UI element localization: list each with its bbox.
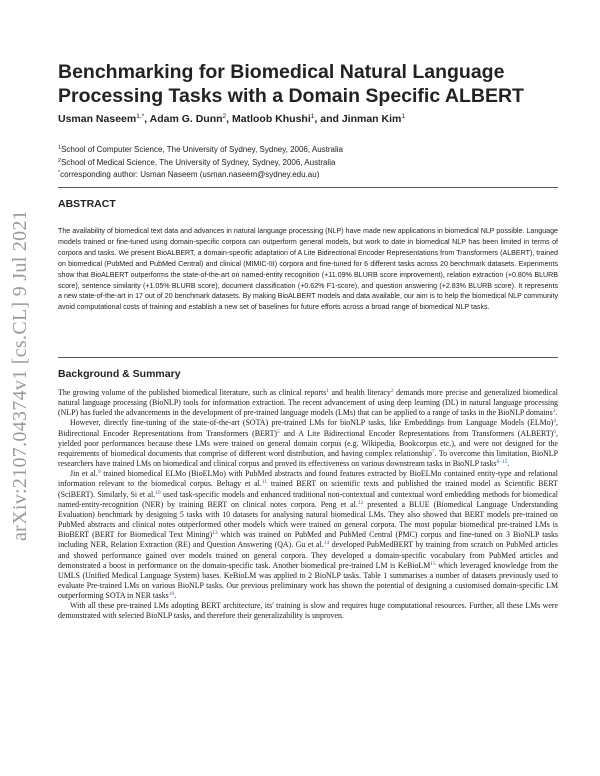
body-text: , Bidirectional Encoder Representations from Transformers (BERT) bbox=[58, 418, 558, 438]
affiliation-line bbox=[58, 156, 558, 169]
section-body bbox=[58, 388, 558, 622]
citation-link[interactable]: 1 bbox=[326, 388, 330, 394]
affiliation-line bbox=[58, 168, 558, 181]
citation-link[interactable]: 15 bbox=[430, 560, 436, 567]
body-text: . bbox=[174, 591, 177, 601]
affiliation-text: School of Medical Science, The University of Sydney, Sydney, 2006, Australia bbox=[61, 157, 336, 167]
author-separator: , and bbox=[314, 113, 342, 125]
citation-link[interactable]: 16 bbox=[168, 591, 175, 598]
body-text: trained BERT on scientific texts and published the trained model as Scientific BERT (SciBERT). Similarly, Si et al. bbox=[58, 479, 558, 499]
body-paragraph bbox=[58, 418, 558, 469]
body-text: , yielded poor performances because these LMs were trained on general domain corpus (e.g. Wikipedia, Bookcorpus etc.), and were not designed for the requirements of biomedical documents that comprise of different word distribution, and having complex relationship bbox=[58, 428, 558, 458]
affiliation-mark: 2 bbox=[58, 157, 62, 164]
author-affiliation-mark: 2 bbox=[222, 113, 227, 120]
author-separator: , bbox=[144, 113, 150, 125]
author-affiliation-mark: 1,* bbox=[136, 113, 145, 120]
body-paragraph bbox=[58, 601, 558, 621]
abstract-text: The availability of biomedical text data and advances in natural language processing (NLP) have made new applications in biomedical NLP possible. Language models trained or fine-tuned using domain-specific corpora can outperform general models, but work to date in biomedical NLP has been limited in terms of corpora and tasks. We present BioALBERT, a domain-specific adaptation of A Lite Bidirectional Encoder Representations from Transformers (ALBERT), trained on biomedical (PubMed and PubMed Central) and clinical (MIMIC-III) corpora and fine-tuned for 6 different tasks across 20 benchmark datasets. Experiments show that BioALBERT outperforms the state-of-the-art on named-entity recognition (+11.09% BLURB score improvement), relation extraction (+0.80% BLURB score), sentence similarity (+1.05% BLURB score), document classification (+0.62% F1-score), and question answering (+2.83% BLURB score). It represents a new state-of-the-art in 17 out of 20 benchmark datasets. By making BioALBERT models and data available, our aim is to help the biomedical NLP community avoid computational costs of training and establish a new set of baselines for future efforts across a broad range of biomedical NLP tasks. bbox=[58, 227, 558, 312]
citation-link[interactable]: 6 bbox=[553, 428, 557, 435]
body-text: With all these pre-trained LMs adopting BERT architecture, its' training is slow and requires huge computational resources. Further, all these LMs were demonstrated with selected BioNLP tasks, and therefore their generalizability is unproven. bbox=[58, 601, 558, 621]
citation-link[interactable]: 4 bbox=[553, 418, 557, 425]
body-text: However, directly fine-tuning of the state-of-the-art (SOTA) pre-trained LMs for bioNLP tasks, like Embeddings from Language Models (ELMo) bbox=[70, 418, 554, 428]
author-list bbox=[58, 113, 558, 125]
body-text: demands more precise and generalized biomedical natural language processing (BioNLP) tools for information extraction. The recent advancement of using deep learning (DL) in natural language processing (NLP) has fueled the advancements in the development of pre-trained language models (LMs) that can be applied to a range of tasks in the BioNLP domains bbox=[58, 388, 559, 418]
citation-link[interactable]: 5 bbox=[277, 428, 280, 435]
body-text: The growing volume of the published biomedical literature, such as clinical reports bbox=[58, 388, 327, 397]
affiliation-text: corresponding author: Usman Naseem (usman.naseem@sydney.edu.au) bbox=[60, 170, 320, 179]
citation-link[interactable]: 14 bbox=[323, 540, 330, 547]
abstract-heading: ABSTRACT bbox=[58, 198, 116, 210]
citation-link[interactable]: 10 bbox=[155, 489, 161, 496]
citation-link[interactable]: 2 bbox=[390, 388, 394, 394]
citation-link[interactable]: 13 bbox=[212, 530, 218, 537]
body-text: trained biomedical ELMo (BioELMo) with PubMed abstracts and found features extracted by BioELMo contained entity-type and relational information relevant to the biomedical corpus. Beltagy et al. bbox=[58, 469, 559, 489]
affiliation-list bbox=[58, 143, 558, 181]
divider-bottom bbox=[58, 357, 558, 358]
author-name: Jinman Kim bbox=[341, 113, 402, 125]
author-name: Usman Naseem bbox=[58, 113, 137, 125]
affiliation-line bbox=[58, 143, 558, 156]
body-paragraph bbox=[58, 469, 558, 601]
affiliation-text: School of Computer Science, The University of Sydney, Sydney, 2006, Australia bbox=[61, 145, 343, 154]
body-text: which leveraged knowledge from the UMLS (Unified Medical Language System) bases. KeBioLM was applied to 2 BioNLP tasks. Table 1 summarises a number of datasets previously used to evaluate Pre-trained LMs on various BioNLP tasks. Our previous preliminary work has shown the potential of designing a customised domain-specific LM outperforming SOTA in NER tasks bbox=[58, 560, 558, 601]
body-text: . bbox=[507, 459, 510, 469]
body-text: presented a BLUE (Biomedical Language Understanding Evaluation) benchmark by designing 5 tasks with 10 datasets for analysing natural biomedical LMs. They also showed that BERT models pre-trained on PubMed abstracts and clinical notes outperformed other models which were trained on general corpora. The most popular biomedical pre-trained LMs is BioBERT (BERT for Biomedical Text Mining) bbox=[58, 499, 559, 540]
body-text: Jin et al. bbox=[70, 469, 98, 479]
author-name: Adam G. Dunn bbox=[149, 113, 223, 125]
citation-link[interactable]: 12 bbox=[357, 499, 364, 506]
body-text: . bbox=[555, 408, 558, 418]
affiliation-mark: 1 bbox=[58, 145, 62, 151]
body-text: which was trained on PubMed and PubMed Central (PMC) corpus and fine-tuned on 3 BioNLP tasks including NER, Relation Extraction (RE) and Question Answering (QA). Gu et al. bbox=[58, 530, 558, 550]
affiliation-mark: * bbox=[58, 170, 61, 176]
arxiv-identifier: arXiv:2107.04374v1 [cs.CL] 9 Jul 2021 bbox=[9, 209, 31, 541]
citation-link[interactable]: 11 bbox=[261, 479, 268, 486]
paper-title: Benchmarking for Biomedical Natural Language Processing Tasks with a Domain Specific ALBERT bbox=[58, 61, 524, 107]
body-text: . To overcome this limitation, BioNLP researchers have trained LMs on biomedical and clinical corpus and proved its effectiveness on various downstream tasks in BioNLP tasks bbox=[58, 448, 558, 469]
citation-link[interactable]: 8–15 bbox=[496, 459, 508, 466]
author-separator: , bbox=[226, 113, 233, 125]
body-paragraph bbox=[58, 388, 558, 418]
divider-top bbox=[58, 187, 558, 188]
author-affiliation-mark: 1 bbox=[401, 113, 405, 120]
body-text: and health literacy bbox=[329, 388, 391, 397]
citation-link[interactable]: 3 bbox=[552, 408, 556, 415]
body-text: used task-specific models and enhanced traditional non-contextual and contextual word embedding methods for biomedical named-entity-recognition (NER) by training BERT on clinical notes corpora. Peng et al. bbox=[58, 489, 558, 509]
body-text: and A Lite Bidirectional Encoder Representations from Transformers (ALBERT) bbox=[279, 428, 554, 438]
citation-link[interactable]: 7 bbox=[431, 448, 435, 455]
section-heading: Background & Summary bbox=[58, 368, 181, 380]
author-name: Matloob Khushi bbox=[232, 113, 311, 125]
citation-link[interactable]: 9 bbox=[97, 469, 101, 476]
body-text: developed PubMedBERT by training from scratch on PubMed articles and showed performance gained over models trained on general corpora. They developed a domain-specific vocabulary from PubMed articles and demonstrated a boost in performance on the domain-specific task. Another biomedical pre-trained LM is KeBioLM bbox=[58, 540, 559, 570]
author-affiliation-mark: 1 bbox=[310, 113, 315, 120]
